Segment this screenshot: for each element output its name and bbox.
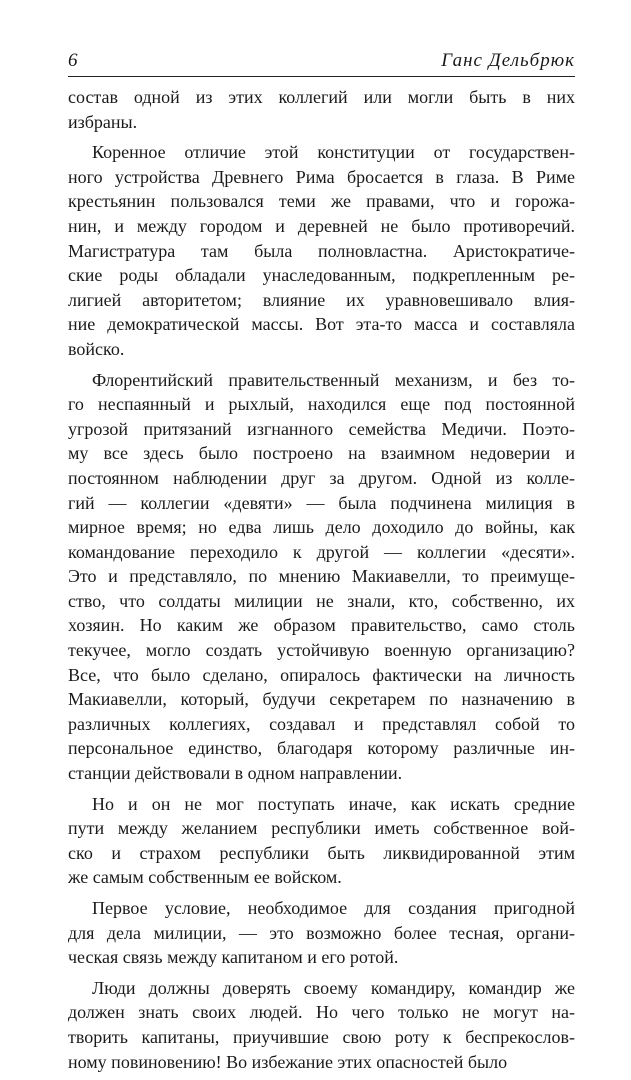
text-line: для дела милиции, — это возможно более тесная, органи- [68,922,575,943]
text-line: текучее, могло создать устойчивую военную организацию? [68,640,575,661]
text-line: персональное единство, благодаря которому различные ин- [68,738,575,759]
text-line: Коренное отличие этой конституции от государствен- [92,142,575,163]
text-line: хозяин. Но каким же образом правительство, само столь [68,615,575,636]
page-header [68,44,575,77]
text-line: творить капитаны, приучившие свою роту к беспрекослов- [68,1026,575,1047]
paragraph [68,368,575,786]
text-line: должен знать своих людей. Но чего только не могут на- [68,1002,575,1023]
text-line: состав одной из этих коллегий или могли быть в них [68,87,575,107]
text-line: Все, что было сделано, опиралось фактически на личность [68,664,575,685]
text-line: ному повиновению! Во избежание этих опасностей было [68,1051,508,1072]
text-line: ние демократической массы. Вот эта-то масса и составляла [68,314,575,335]
text-line: Флорентийский правительственный механизм, и без то- [92,369,575,390]
text-line: лигией авторитетом; влияние их уравновешивало влия- [68,289,575,310]
page-number: 6 [68,50,78,71]
text-line: го неспаянный и рыхлый, находился еще под постоянной [68,394,575,415]
text-line: ного устройства Древнего Рима бросается в глаза. В Риме [68,166,575,187]
text-line: нин, и между городом и деревней не было противоречий. [68,215,575,236]
running-title: Ганс Дельбрюк [441,50,575,71]
paragraph [68,896,575,970]
text-line: пути между желанием республики иметь собственное вой- [68,818,575,839]
text-line: Магистратура там была полновластна. Аристократиче- [68,240,575,261]
text-line: же самым собственным ее войском. [68,867,342,888]
text-line: ство, что солдаты милиции не знали, кто, собственно, их [68,590,575,611]
text-line: Это и представляло, по мнению Макиавелли, то преимуще- [68,566,575,587]
text-line: гий — коллегии «девяти» — была подчинена милиция в [68,492,575,513]
paragraph [68,85,575,134]
text-line: войско. [68,338,125,359]
text-line: различных коллегиях, создавал и представлял собой то [68,713,575,734]
text-line: му все здесь было построено на взаимном недоверии и [68,443,575,464]
text-line: Первое условие, необходимое для создания пригодной [92,898,575,918]
text-line: Макиавелли, который, будучи секретарем по назначению в [68,689,575,710]
paragraph [68,976,575,1074]
text-line: станции действовали в одном направлении. [68,763,403,784]
text-line: угрозой притязаний изгнанного семейства Медичи. Поэто- [68,418,575,439]
text-line: избраны. [68,111,138,132]
text-line: ско и страхом республики быть ликвидированной этим [68,842,575,863]
body-text [68,85,575,1080]
text-line: ские роды обладали унаследованным, подкрепленным ре- [68,265,575,286]
text-line: крестьянин пользовался теми же правами, что и горожа- [68,191,575,212]
paragraph [68,792,575,890]
text-line: постоянном наблюдении друг за другом. Одной из колле- [68,467,575,488]
paragraph [68,140,575,361]
text-line: Люди должны доверять своему командиру, командир же [92,977,575,998]
text-line: мирное время; но едва лишь дело доходило до войны, как [68,517,575,538]
text-line: Но и он не мог поступать иначе, как искать средние [92,793,575,814]
text-line: командование переходило к другой — коллегии «десяти». [68,541,575,562]
text-line: ческая связь между капитаном и его ротой. [68,947,399,968]
